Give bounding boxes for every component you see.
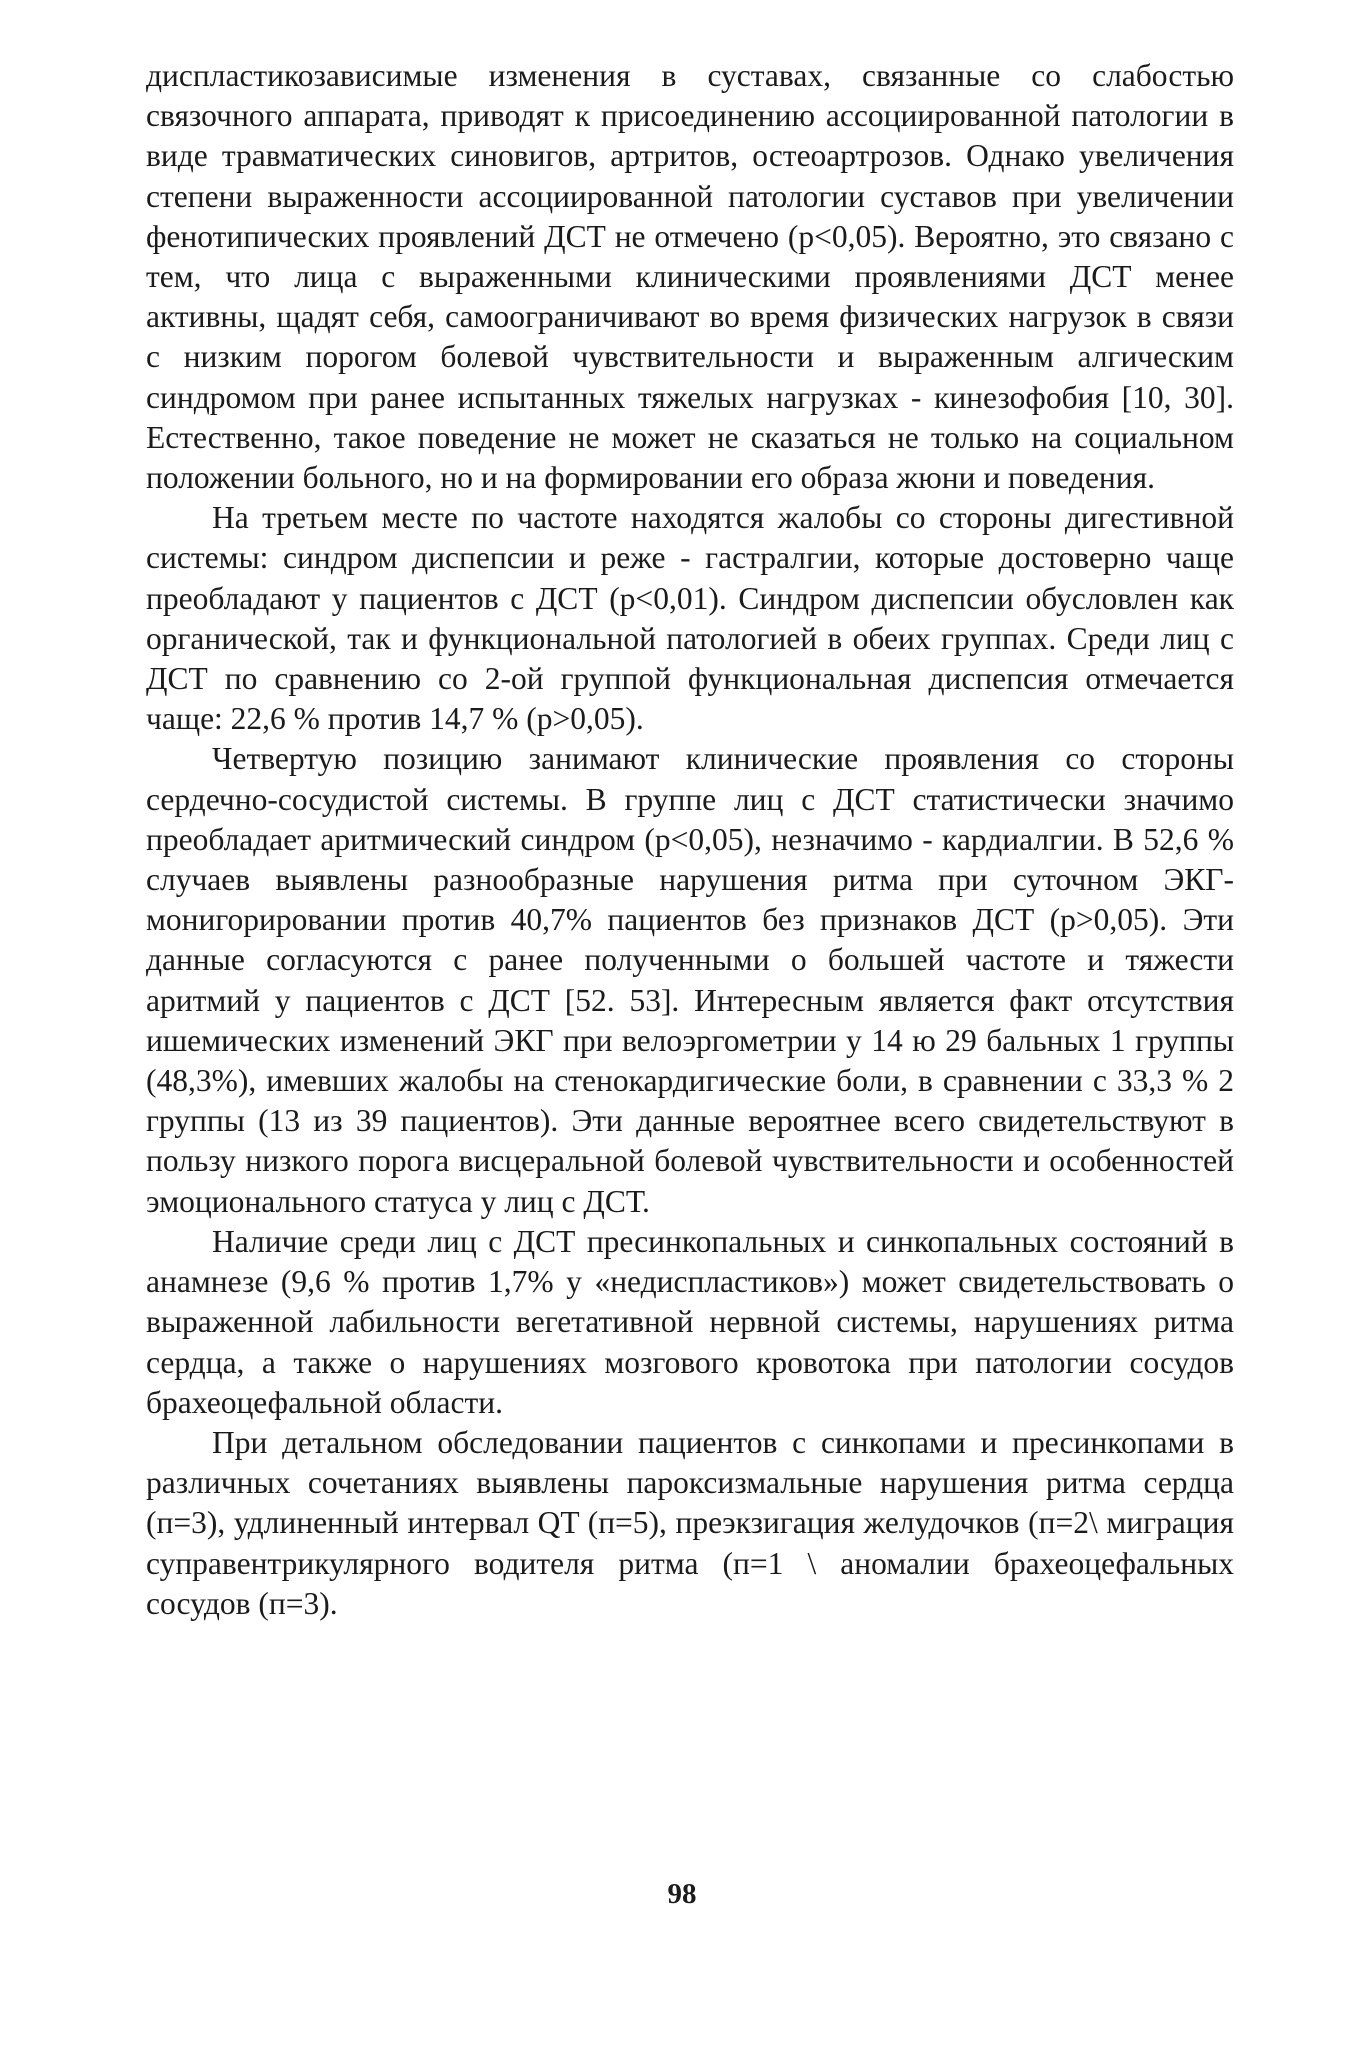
page-number: 98 — [667, 1878, 697, 1910]
paragraph-joint-pathology: диспластикозависимые изменения в суставах, связанные со слабостью связочного аппарата, приводят к присоединению ассоциированной патологии в виде травматических синовигов, артритов, остеоартрозов. Однако увеличения степени выраженности ассоциированной патологии суставов при увеличении фенотипических проявлений ДСТ не отмечено (р<0,05). Вероятно, это связано с тем, что лица с выраженными клиническими проявлениями ДСТ менее активны, щадят себя, самоограничивают во время физических нагрузок в связи с низким порогом болевой чувствительности и выраженным алгическим синдромом при ранее испытанных тяжелых нагрузках - кинезофобия [10, 30]. Естественно, такое поведение не может не сказаться не только на социальном положении больного, но и на формировании его образа жюни и поведения. — [146, 58, 1234, 496]
body-text — [146, 56, 1234, 1624]
paragraph-digestive-complaints: На третьем месте по частоте находятся жалобы со стороны дигестивной системы: синдром диспепсии и реже - гастралгии, которые достоверно чаще преобладают у пациентов с ДСТ (р<0,01). Синдром диспепсии обусловлен как органической, так и функциональной патологией в обеих группах. Среди лиц с ДСТ по сравнению со 2-ой группой функциональная диспепсия отмечается чаще: 22,6 % против 14,7 % (р>0,05). — [146, 500, 1234, 737]
paragraph-syncope-examination: При детальном обследовании пациентов с синкопами и пресинкопами в различных сочетаниях выявлены пароксизмальные нарушения ритма сердца (п=3), удлиненный интервал QT (п=5), преэкзигация желудочков (п=2\ миграция суправентрикулярного водителя ритма (п=1 \ аномалии брахеоцефальных сосудов (п=3). — [146, 1424, 1234, 1621]
paragraph-cardiovascular: Четвертую позицию занимают клинические проявления со стороны сердечно-сосудистой системы. В группе лиц с ДСТ статистически значимо преобладает аритмический синдром (р<0,05), незначимо - кардиалгии. В 52,6 % случаев выявлены разнообразные нарушения ритма при суточном ЭКГ-монигорировании против 40,7% пациентов без признаков ДСТ (р>0,05). Эти данные согласуются с ранее полученными о большей частоте и тяжести аритмий у пациентов с ДСТ [52. 53]. Интересным является факт отсутствия ишемических изменений ЭКГ при велоэргометрии у 14 ю 29 бальных 1 группы (48,3%), имевших жалобы на стенокардигические боли, в сравнении с 33,3 % 2 группы (13 из 39 пациентов). Эти данные вероятнее всего свидетельствуют в пользу низкого порога висцеральной болевой чувствительности и особенностей эмоционального статуса у лиц с ДСТ. — [146, 741, 1234, 1219]
paragraph-syncope-history: Наличие среди лиц с ДСТ пресинкопальных и синкопальных состояний в анамнезе (9,6 % против 1,7% у «недиспластиков») может свидетельствовать о выраженной лабильности вегетативной нервной системы, нарушениях ритма сердца, а также о нарушениях мозгового кровотока при патологии сосудов брахеоцефальной области. — [146, 1223, 1234, 1420]
